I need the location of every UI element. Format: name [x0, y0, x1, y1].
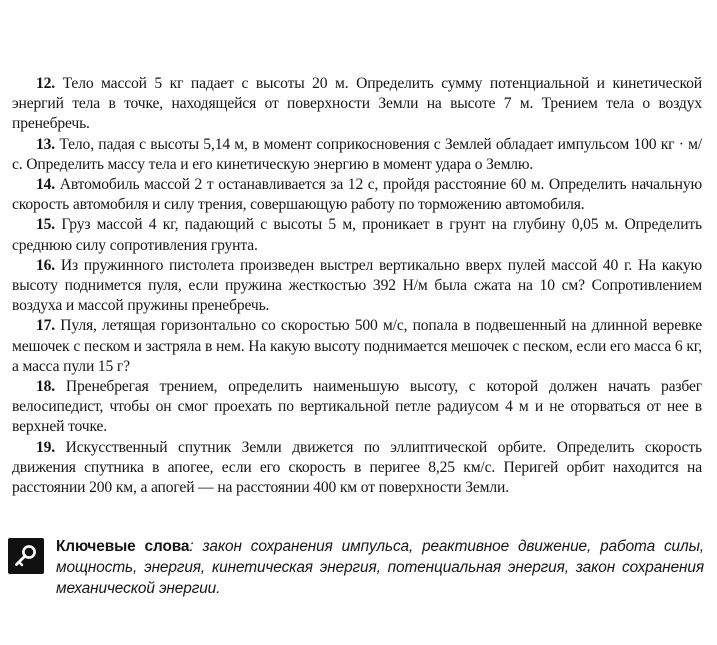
problem-text: Тело, падая с высоты 5,14 м, в момент соприкосновения с Землей обладает импульсом 100 кг · м/с. Определить массу тела и его кинетическую энергию в момент удара о Землю.	[12, 135, 702, 173]
problem-number: 16.	[36, 256, 56, 274]
problem-text: Автомобиль массой 2 т останавливается за 12 с, пройдя расстояние 60 м. Определить начальную скорость автомобиля и силу трения, совершающую работу по торможению автомобиля.	[12, 176, 703, 214]
problem-text: Из пружинного пистолета произведен выстрел вертикально вверх пулей массой 40 г. На какую высоту поднимется пуля, если пружина жесткостью 392 Н/м была сжата на 10 см? Сопротивлением воздуха и массой пружины пренебречь.	[12, 256, 703, 315]
keywords-list: закон сохранения импульса, реактивное движение, работа силы, мощность, энергия, кинетическая энергия, потенциальная энергия, закон сохранения механической энергии.	[56, 538, 704, 597]
problem-number: 14.	[36, 176, 56, 194]
problem-text: Пренебрегая трением, определить наименьшую высоту, с которой должен начать разбег велосипедист, чтобы он смог проехать по вертикальной петле радиусом 4 м и не оторваться от нее в верхней точке.	[12, 378, 703, 436]
problem-15	[12, 215, 702, 255]
keywords-title: Ключевые слова	[56, 538, 190, 555]
problem-13	[12, 135, 702, 175]
keywords-block	[8, 536, 704, 599]
problem-16	[12, 256, 702, 317]
keywords-separator: :	[189, 538, 203, 555]
problem-text: Искусственный спутник Земли движется по эллиптической орбите. Определить скорость движения спутника в апогее, если его скорость в перигее 8,25 км/с. Перигей орбит находится на расстоянии 200 км, а апогей — на расстоянии 400 км от поверхности Земли.	[12, 438, 703, 497]
problem-text: Груз массой 4 кг, падающий с высоты 5 м, проникает в грунт на глубину 0,05 м. Определить среднюю силу сопротивления грунта.	[12, 216, 703, 254]
keywords-text	[56, 536, 704, 599]
problem-text: Пуля, летящая горизонтально со скоростью 500 м/с, попала в подвешенный на длинной веревке мешочек с песком и застряла в нем. На какую высоту поднимается мешочек с песком, если его масса 6 кг, а масса пули 15 г?	[12, 317, 702, 375]
key-icon	[8, 538, 44, 574]
problem-number: 17.	[36, 317, 56, 335]
problem-number: 18.	[36, 378, 56, 396]
problem-list	[12, 74, 702, 498]
problem-19	[12, 438, 702, 499]
problem-17	[12, 316, 702, 377]
problem-14	[12, 175, 702, 215]
problem-12	[12, 74, 702, 135]
problem-number: 12.	[36, 75, 56, 92]
problem-number: 15.	[36, 216, 56, 234]
problem-number: 13.	[36, 135, 56, 153]
problem-text: Тело массой 5 кг падает с высоты 20 м. Определить сумму потенциальной и кинетической энергий тела в точке, находящейся от поверхности Земли на высоте 7 м. Трением тела о воздух пренебречь.	[12, 75, 703, 133]
problem-18	[12, 377, 702, 438]
problem-number: 19.	[36, 438, 56, 456]
